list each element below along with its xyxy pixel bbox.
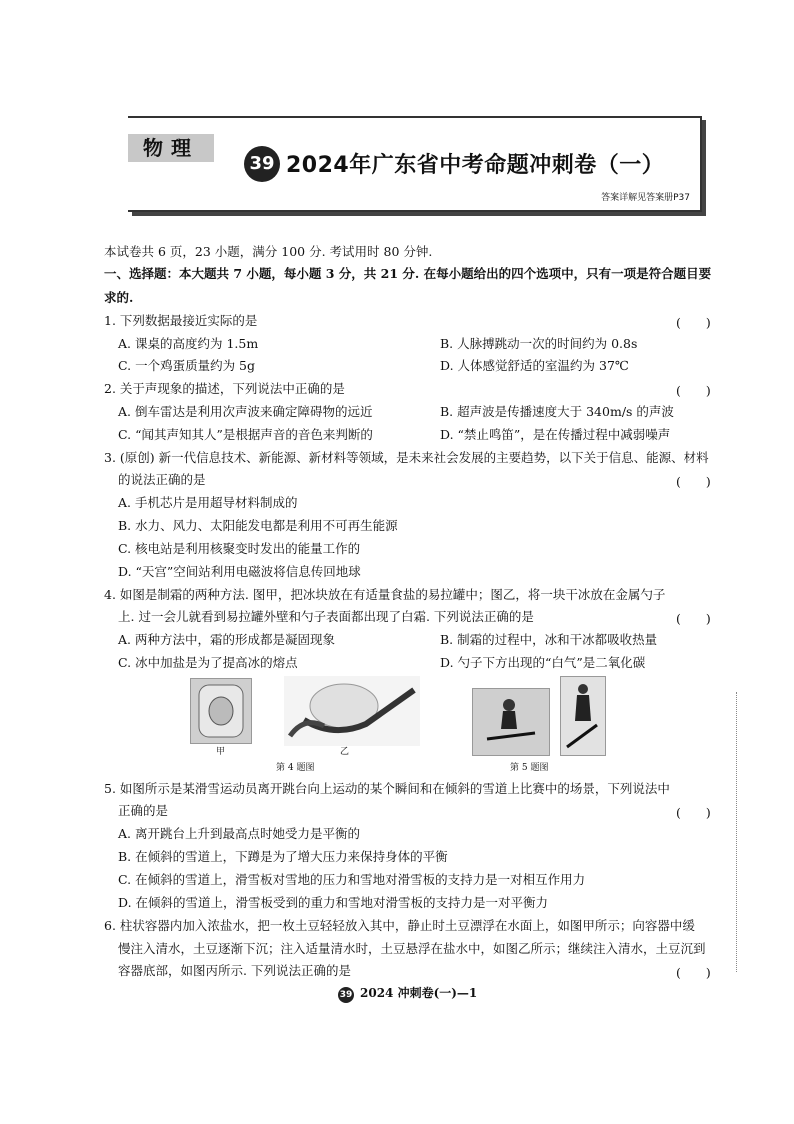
q6-answer-paren: ( ) <box>676 965 711 980</box>
figure-5-ski-jump-photo <box>472 688 550 756</box>
q5-option-d: D. 在倾斜的雪道上，滑雪板受到的重力和雪地对滑雪板的支持力是一对平衡力 <box>118 895 549 910</box>
q3-answer-paren: ( ) <box>676 474 711 489</box>
q2-answer-paren: ( ) <box>676 383 711 398</box>
q4-answer-paren: ( ) <box>676 611 711 626</box>
page-footer <box>338 984 477 1003</box>
q2-option-a: A. 倒车雷达是利用次声波来确定障碍物的远近 <box>118 404 373 419</box>
q2-option-c: C. “闻其声知其人”是根据声音的音色来判断的 <box>118 427 373 442</box>
q4-option-b: B. 制霜的过程中，冰和干冰都吸收热量 <box>440 632 658 647</box>
figure-4-jia-label: 甲 <box>216 747 226 757</box>
q5-stem-line1: 5. 如图所示是某滑雪运动员离开跳台向上运动的某个瞬间和在倾斜的雪道上比赛中的场景，下列说法中 <box>104 781 670 796</box>
answer-note: 答案详解见答案册P37 <box>601 193 690 203</box>
q5-stem-line2: 正确的是 <box>118 803 169 818</box>
figure-4-yi-label: 乙 <box>340 747 350 757</box>
q1-option-b: B. 人脉搏跳动一次的时间约为 0.8s <box>440 336 638 351</box>
q6-stem-line3: 容器底部，如图丙所示. 下列说法正确的是 <box>118 963 351 978</box>
subject-tab: 物理 <box>128 134 214 162</box>
q1-answer-paren: ( ) <box>676 315 711 330</box>
q2-option-b: B. 超声波是传播速度大于 340m/s 的声波 <box>440 404 674 419</box>
q4-option-a: A. 两种方法中，霜的形成都是凝固现象 <box>118 632 335 647</box>
q6-stem-line2: 慢注入清水，土豆逐渐下沉；注入适量清水时，土豆悬浮在盐水中，如图乙所示；继续注入清水，土豆沉到 <box>118 941 706 956</box>
section-heading-line2: 求的. <box>104 290 134 305</box>
q4-option-d: D. 勺子下方出现的“白气”是二氧化碳 <box>440 655 646 670</box>
q1-option-a: A. 课桌的高度约为 1.5m <box>118 336 259 351</box>
q6-stem-line1: 6. 柱状容器内加入浓盐水，把一枚土豆轻轻放入其中，静止时土豆漂浮在水面上，如图甲所示；向容器中缓 <box>104 918 695 933</box>
binding-margin-rule <box>736 692 737 972</box>
spoon-illustration <box>284 676 420 746</box>
skier-slope-illustration <box>561 677 605 755</box>
q3-option-d: D. “天宫”空间站利用电磁波将信息传回地球 <box>118 564 361 579</box>
q5-option-b: B. 在倾斜的雪道上，下蹲是为了增大压力来保持身体的平衡 <box>118 849 448 864</box>
q4-stem-line1: 4. 如图是制霜的两种方法. 图甲，把冰块放在有适量食盐的易拉罐中；图乙，将一块干冰放在金属勺子 <box>104 587 666 602</box>
skier-jump-illustration <box>473 689 549 755</box>
exam-title: 2024年广东省中考命题冲刺卷（一） <box>286 153 665 178</box>
footer-number-badge: 39 <box>338 987 354 1003</box>
paper-number-badge: 39 <box>244 146 280 182</box>
q3-option-c: C. 核电站是利用核聚变时发出的能量工作的 <box>118 541 361 556</box>
q2-stem: 2. 关于声现象的描述，下列说法中正确的是 <box>104 381 345 396</box>
q5-answer-paren: ( ) <box>676 805 711 820</box>
section-heading-line1: 一、选择题：本大题共 7 小题，每小题 3 分，共 21 分. 在每小题给出的四个选项中，只有一项是符合题目要 <box>104 266 712 281</box>
figure-4-caption: 第 4 题图 <box>276 763 315 773</box>
q1-option-c: C. 一个鸡蛋质量约为 5g <box>118 358 255 373</box>
q3-stem-line1: 3. (原创) 新一代信息技术、新能源、新材料等领域，是未来社会发展的主要趋势，以下关于信息、能源、材料 <box>104 450 709 465</box>
q1-option-d: D. 人体感觉舒适的室温约为 37℃ <box>440 358 629 373</box>
q5-option-c: C. 在倾斜的雪道上，滑雪板对雪地的压力和雪地对滑雪板的支持力是一对相互作用力 <box>118 872 586 887</box>
q1-stem: 1. 下列数据最接近实际的是 <box>104 313 258 328</box>
can-illustration <box>191 679 251 743</box>
q4-stem-line2: 上. 过一会儿就看到易拉罐外壁和勺子表面都出现了白霜. 下列说法正确的是 <box>118 609 534 624</box>
q3-stem-line2: 的说法正确的是 <box>118 472 206 487</box>
q3-option-b: B. 水力、风力、太阳能发电都是利用不可再生能源 <box>118 518 398 533</box>
q5-option-a: A. 离开跳台上升到最高点时她受力是平衡的 <box>118 826 360 841</box>
q2-option-d: D. “禁止鸣笛”，是在传播过程中减弱噪声 <box>440 427 671 442</box>
q3-option-a: A. 手机芯片是用超导材料制成的 <box>118 495 298 510</box>
figure-4-yi-photo <box>284 676 420 746</box>
intro-text: 本试卷共 6 页，23 小题，满分 100 分. 考试用时 80 分钟. <box>104 244 433 259</box>
figure-5-caption: 第 5 题图 <box>510 763 549 773</box>
footer-text: 2024 冲刺卷(一)—1 <box>360 986 478 1000</box>
figure-5-ski-slope-photo <box>560 676 606 756</box>
q4-option-c: C. 冰中加盐是为了提高冰的熔点 <box>118 655 298 670</box>
figure-4-jia-photo <box>190 678 252 744</box>
